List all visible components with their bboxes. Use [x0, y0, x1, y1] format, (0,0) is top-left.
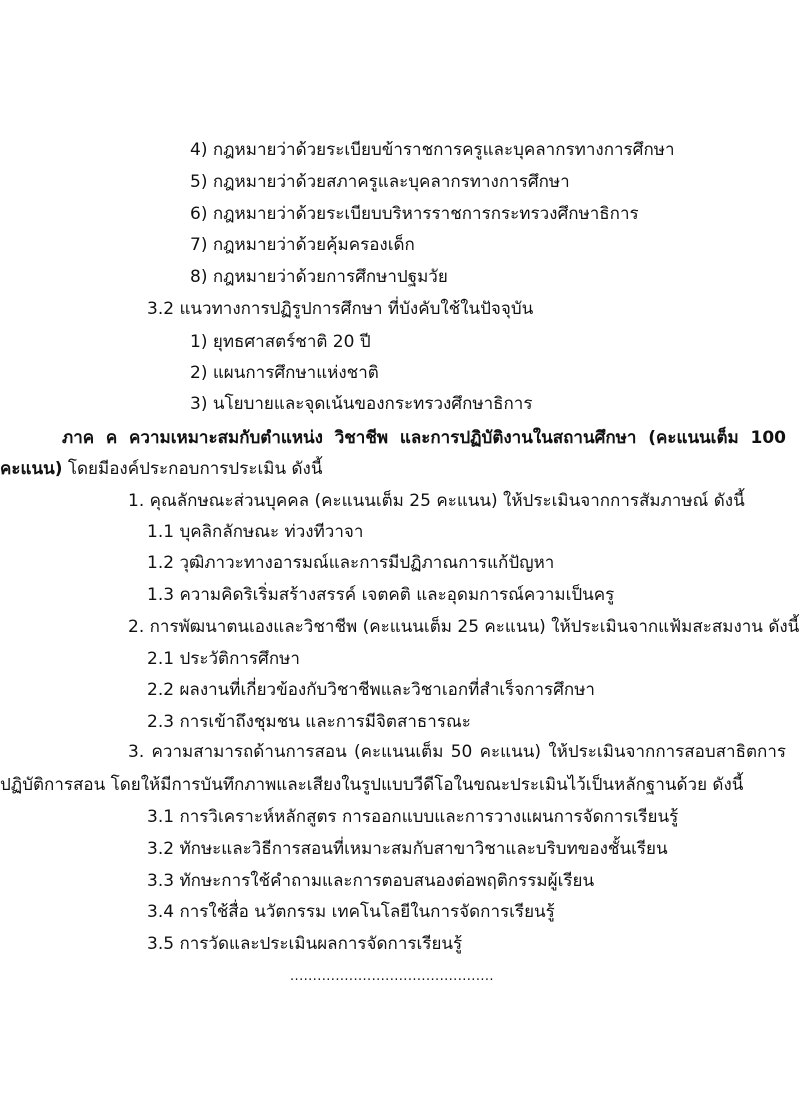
part-c-heading-bold: คะแนน)	[0, 459, 63, 479]
criterion-item: 2.1 ประวัติการศึกษา	[147, 649, 300, 669]
criterion-item: 1.3 ความคิดริเริ่มสร้างสรรค์ เจตคติ และอุดมการณ์ความเป็นครู	[147, 585, 615, 605]
reform-item: 2) แผนการศึกษาแห่งชาติ	[190, 363, 379, 383]
law-item: 4) กฎหมายว่าด้วยระเบียบข้าราชการครูและบุคลากรทางการศึกษา	[190, 140, 675, 160]
end-marker: .............................................	[290, 969, 494, 984]
criterion-item: 1.1 บุคลิกลักษณะ ท่วงทีวาจา	[147, 522, 364, 542]
law-item: 5) กฎหมายว่าด้วยสภาครูและบุคลากรทางการศึกษา	[190, 172, 570, 192]
criterion-title: 2. การพัฒนาตนเองและวิชาชีพ (คะแนนเต็ม 25 คะแนน) ให้ประเมินจากแฟ้มสะสมงาน ดังนี้	[128, 617, 800, 637]
part-c-heading-cont	[0, 458, 322, 480]
part-c-heading-rest: โดยมีองค์ประกอบการประเมิน ดังนี้	[62, 459, 323, 479]
criterion-item: 2.2 ผลงานที่เกี่ยวข้องกับวิชาชีพและวิชาเอกที่สำเร็จการศึกษา	[147, 680, 595, 700]
criterion-item: 1.2 วุฒิภาวะทางอารมณ์และการมีปฏิภาณการแก้ปัญหา	[147, 553, 555, 573]
criterion-title: 3. ความสามารถด้านการสอน (คะแนนเต็ม 50 คะแนน) ให้ประเมินจากการสอบสาธิตการ	[128, 742, 786, 762]
law-item: 8) กฎหมายว่าด้วยการศึกษาปฐมวัย	[190, 267, 448, 287]
law-item: 6) กฎหมายว่าด้วยระเบียบบริหารราชการกระทรวงศึกษาธิการ	[190, 204, 639, 224]
criterion-item: 3.2 ทักษะและวิธีการสอนที่เหมาะสมกับสาขาวิชาและบริบทของชั้นเรียน	[147, 839, 668, 859]
reform-item: 1) ยุทธศาสตร์ชาติ 20 ปี	[190, 332, 371, 352]
law-item: 7) กฎหมายว่าด้วยคุ้มครองเด็ก	[190, 235, 415, 255]
criterion-item: 2.3 การเข้าถึงชุมชน และการมีจิตสาธารณะ	[147, 712, 471, 732]
criterion-title-cont: ปฏิบัติการสอน โดยให้มีการบันทึกภาพและเสียงในรูปแบบวีดีโอในขณะประเมินไว้เป็นหลักฐานด้วย ดังนี้	[0, 775, 744, 795]
criterion-item: 3.4 การใช้สื่อ นวัตกรรม เทคโนโลยีในการจัดการเรียนรู้	[147, 902, 555, 922]
criterion-item: 3.1 การวิเคราะห์หลักสูตร การออกแบบและการวางแผนการจัดการเรียนรู้	[147, 807, 679, 827]
criterion-item: 3.3 ทักษะการใช้คำถามและการตอบสนองต่อพฤติกรรมผู้เรียน	[147, 871, 595, 891]
section-3-2-heading: 3.2 แนวทางการปฏิรูปการศึกษา ที่บังคับใช้ในปัจจุบัน	[147, 299, 534, 319]
criterion-item: 3.5 การวัดและประเมินผลการจัดการเรียนรู้	[147, 934, 463, 954]
part-c-heading: ภาค ค ความเหมาะสมกับตำแหน่ง วิชาชีพ และการปฏิบัติงานในสถานศึกษา (คะแนนเต็ม 100	[62, 428, 786, 448]
reform-item: 3) นโยบายและจุดเน้นของกระทรวงศึกษาธิการ	[190, 394, 533, 414]
criterion-title: 1. คุณลักษณะส่วนบุคคล (คะแนนเต็ม 25 คะแนน) ให้ประเมินจากการสัมภาษณ์ ดังนี้	[128, 491, 745, 511]
